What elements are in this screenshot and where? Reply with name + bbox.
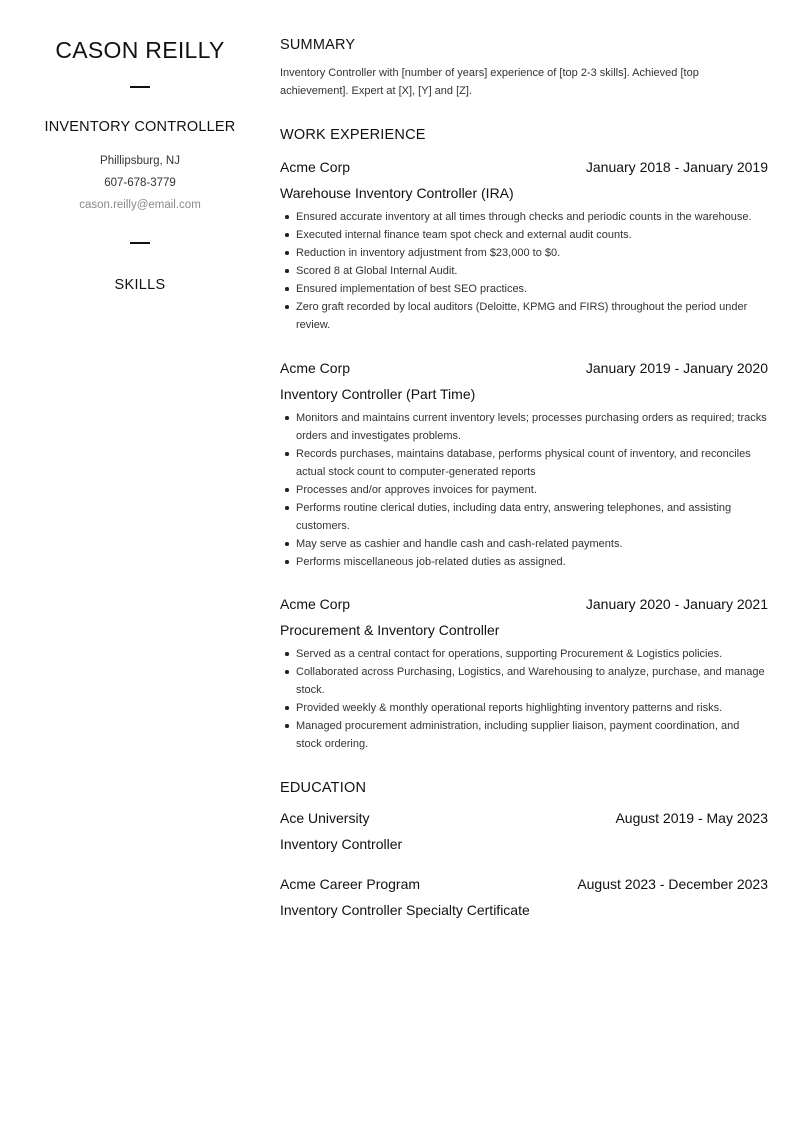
location: Phillipsburg, NJ (100, 155, 180, 167)
skills-heading: SKILLS (114, 277, 166, 293)
education-entry (280, 875, 768, 919)
sidebar (24, 0, 256, 294)
bullet-item: Reduction in inventory adjustment from $23,000 to $0. (280, 244, 768, 262)
bullet-item: Performs routine clerical duties, including data entry, answering telephones, and assisting customers. (280, 499, 768, 535)
bullet-item: Monitors and maintains current inventory levels; processes purchasing orders as required; tracks orders and investigates problems. (280, 409, 768, 445)
education-school: Ace University (280, 810, 370, 826)
bullet-item: Processes and/or approves invoices for payment. (280, 481, 768, 499)
job-entry (280, 359, 768, 571)
job-bullets (280, 645, 768, 753)
job-header (280, 595, 768, 613)
education-dates: August 2019 - May 2023 (615, 810, 768, 826)
main-content (280, 0, 768, 919)
job-entry (280, 158, 768, 334)
bullet-item: Ensured accurate inventory at all times through checks and periodic counts in the warehouse. (280, 208, 768, 226)
education-heading: EDUCATION (280, 780, 367, 796)
candidate-role: INVENTORY CONTROLLER (44, 119, 236, 135)
education-dates: August 2023 - December 2023 (577, 876, 768, 892)
bullet-item: Executed internal finance team spot check and external audit counts. (280, 226, 768, 244)
bullet-item: Zero graft recorded by local auditors (Deloitte, KPMG and FIRS) throughout the period under review. (280, 298, 768, 334)
education-entry (280, 809, 768, 853)
education-school: Acme Career Program (280, 876, 421, 892)
job-title: Inventory Controller (Part Time) (280, 386, 476, 402)
job-company: Acme Corp (280, 360, 351, 376)
education-header (280, 809, 768, 827)
education-degree: Inventory Controller Specialty Certificate (280, 902, 530, 918)
bullet-item: Records purchases, maintains database, performs physical count of inventory, and reconciles actual stock count to computer-generated reports (280, 445, 768, 481)
job-dates: January 2019 - January 2020 (585, 360, 768, 376)
bullet-item: Provided weekly & monthly operational reports highlighting inventory patterns and risks. (280, 699, 768, 717)
job-company: Acme Corp (280, 159, 351, 175)
job-dates: January 2018 - January 2019 (585, 159, 768, 175)
job-header (280, 158, 768, 176)
work-experience-heading: WORK EXPERIENCE (280, 127, 426, 143)
education-degree: Inventory Controller (280, 836, 403, 852)
email-link[interactable]: cason.reilly@email.com (79, 199, 201, 211)
job-bullets (280, 208, 768, 334)
job-entry (280, 595, 768, 753)
job-title: Procurement & Inventory Controller (280, 622, 500, 638)
divider (130, 86, 150, 88)
job-company: Acme Corp (280, 596, 351, 612)
summary-heading: SUMMARY (280, 37, 356, 53)
job-title: Warehouse Inventory Controller (IRA) (280, 185, 514, 201)
job-header (280, 359, 768, 377)
bullet-item: Managed procurement administration, including supplier liaison, payment coordination, and stock ordering. (280, 717, 768, 753)
job-dates: January 2020 - January 2021 (585, 596, 768, 612)
bullet-item: May serve as cashier and handle cash and cash-related payments. (280, 535, 768, 553)
candidate-name: CASON REILLY (55, 37, 225, 63)
divider (130, 242, 150, 244)
job-bullets (280, 409, 768, 571)
bullet-item: Ensured implementation of best SEO practices. (280, 280, 768, 298)
bullet-item: Collaborated across Purchasing, Logistics, and Warehousing to analyze, purchase, and manage stock. (280, 663, 768, 699)
education-header (280, 875, 768, 893)
phone: 607-678-3779 (104, 177, 176, 189)
bullet-item: Performs miscellaneous job-related duties as assigned. (280, 553, 768, 571)
bullet-item: Scored 8 at Global Internal Audit. (280, 262, 768, 280)
summary-text: Inventory Controller with [number of years] experience of [top 2-3 skills]. Achieved [top achievement]. Expert at [X], [Y] and [Z]. (280, 67, 699, 97)
bullet-item: Served as a central contact for operations, supporting Procurement & Logistics policies. (280, 645, 768, 663)
